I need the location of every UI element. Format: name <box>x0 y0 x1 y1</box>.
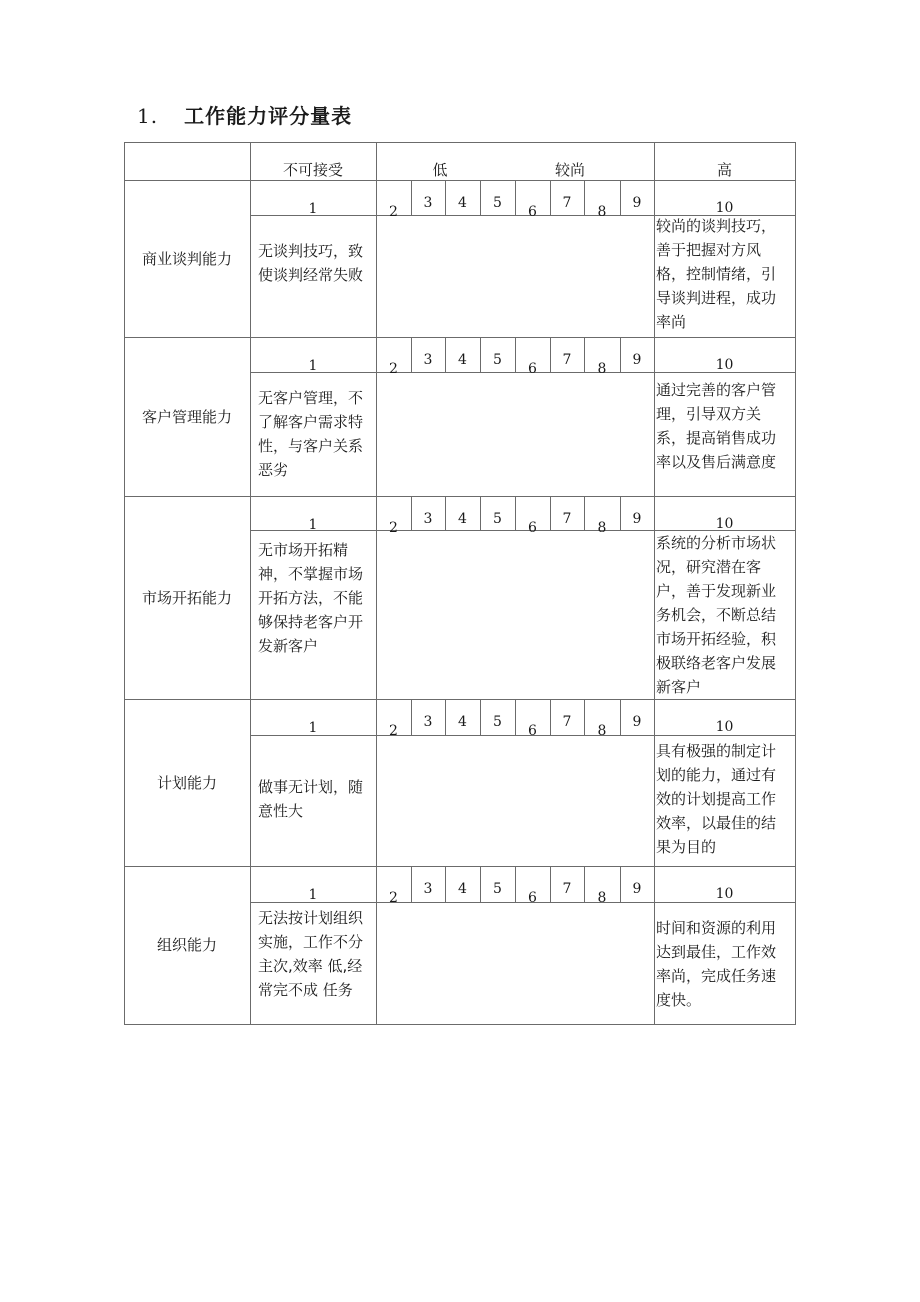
score-6: 6 <box>528 890 537 906</box>
score-10: 10 <box>715 200 734 216</box>
table-top-border <box>124 142 796 143</box>
low-description: 无法按计划组织实施，工作不分主次,效率 低,经常完不成 任务 <box>258 909 364 999</box>
row-bottom-border <box>124 496 796 497</box>
score-7: 7 <box>562 714 572 730</box>
table-right-border <box>795 142 796 1025</box>
low-description: 做事无计划，随意性大 <box>258 778 364 820</box>
high-description: 具有极强的制定计划的能力，通过有效的计划提高工作效率，以最佳的结果为目的 <box>656 742 777 856</box>
score-9: 9 <box>632 195 642 211</box>
score-10: 10 <box>715 357 734 373</box>
page-title <box>137 100 352 129</box>
score-3: 3 <box>423 714 433 730</box>
score-10: 10 <box>715 516 734 532</box>
high-description: 较尚的谈判技巧，善于把握对方风格，控制情绪，引导谈判进程，成功率尚 <box>656 217 777 331</box>
high-description: 时间和资源的利用达到最佳，工作效率尚，完成任务速度快。 <box>656 919 777 1009</box>
score-9: 9 <box>632 881 642 897</box>
score-6: 6 <box>528 723 537 739</box>
score-1: 1 <box>308 887 318 903</box>
score-7: 7 <box>562 881 572 897</box>
high-description: 系统的分析市场状况，研究潜在客户，善于发现新业务机会，不断总结市场开拓经验，积极联络老客户发展新客户 <box>656 534 777 696</box>
score-9: 9 <box>632 511 642 527</box>
score-10: 10 <box>715 886 734 902</box>
row-bottom-border <box>124 866 796 867</box>
score-3: 3 <box>423 511 433 527</box>
score-10: 10 <box>715 719 734 735</box>
score-8: 8 <box>597 890 607 906</box>
score-4: 4 <box>458 195 467 211</box>
low-description: 无市场开拓精神，不掌握市场开拓方法，不能够保持老客户开发新客户 <box>258 541 364 655</box>
low-description: 无谈判技巧，致使谈判经常失败 <box>258 242 364 284</box>
score-1: 1 <box>308 517 318 533</box>
score-8: 8 <box>597 204 607 220</box>
score-5: 5 <box>493 511 502 527</box>
score-7: 7 <box>562 195 572 211</box>
low-description: 无客户管理，不了解客户需求特性，与客户关系恶劣 <box>258 389 364 479</box>
high-description: 通过完善的客户管理，引导双方关系，提高销售成功率以及售后满意度 <box>656 381 777 471</box>
score-2: 2 <box>389 890 398 906</box>
score-3: 3 <box>423 881 433 897</box>
header-low: 低 <box>432 161 448 179</box>
header-unacceptable: 不可接受 <box>282 161 343 179</box>
score-9: 9 <box>632 714 642 730</box>
score-5: 5 <box>493 195 502 211</box>
score-4: 4 <box>458 511 467 527</box>
category-label: 客户管理能力 <box>141 407 232 426</box>
score-7: 7 <box>562 352 572 368</box>
score-5: 5 <box>493 714 502 730</box>
score-9: 9 <box>632 352 642 368</box>
score-2: 2 <box>389 204 398 220</box>
score-2: 2 <box>389 361 398 377</box>
header-higher: 较尚 <box>554 161 585 179</box>
score-8: 8 <box>597 520 607 536</box>
score-6: 6 <box>528 361 537 377</box>
score-1: 1 <box>308 201 318 217</box>
score-4: 4 <box>458 714 467 730</box>
score-5: 5 <box>493 881 502 897</box>
score-4: 4 <box>458 352 467 368</box>
score-6: 6 <box>528 204 537 220</box>
title-number: 1. <box>137 104 159 128</box>
score-5: 5 <box>493 352 502 368</box>
category-label: 计划能力 <box>156 773 217 792</box>
score-6: 6 <box>528 520 537 536</box>
score-7: 7 <box>562 511 572 527</box>
row-bottom-border <box>124 699 796 700</box>
row-bottom-border <box>124 337 796 338</box>
score-1: 1 <box>308 358 318 374</box>
score-4: 4 <box>458 881 467 897</box>
row-bottom-border <box>124 1024 796 1025</box>
category-label: 商业谈判能力 <box>141 249 232 268</box>
score-1: 1 <box>308 720 318 736</box>
category-label: 市场开拓能力 <box>141 588 232 607</box>
score-8: 8 <box>597 361 607 377</box>
category-label: 组织能力 <box>156 936 217 954</box>
table-left-border <box>124 142 125 1025</box>
score-3: 3 <box>423 195 433 211</box>
score-3: 3 <box>423 352 433 368</box>
header-high: 高 <box>716 161 732 179</box>
score-2: 2 <box>389 520 398 536</box>
score-8: 8 <box>597 723 607 739</box>
title-text: 工作能力评分量表 <box>184 104 353 128</box>
score-2: 2 <box>389 723 398 739</box>
